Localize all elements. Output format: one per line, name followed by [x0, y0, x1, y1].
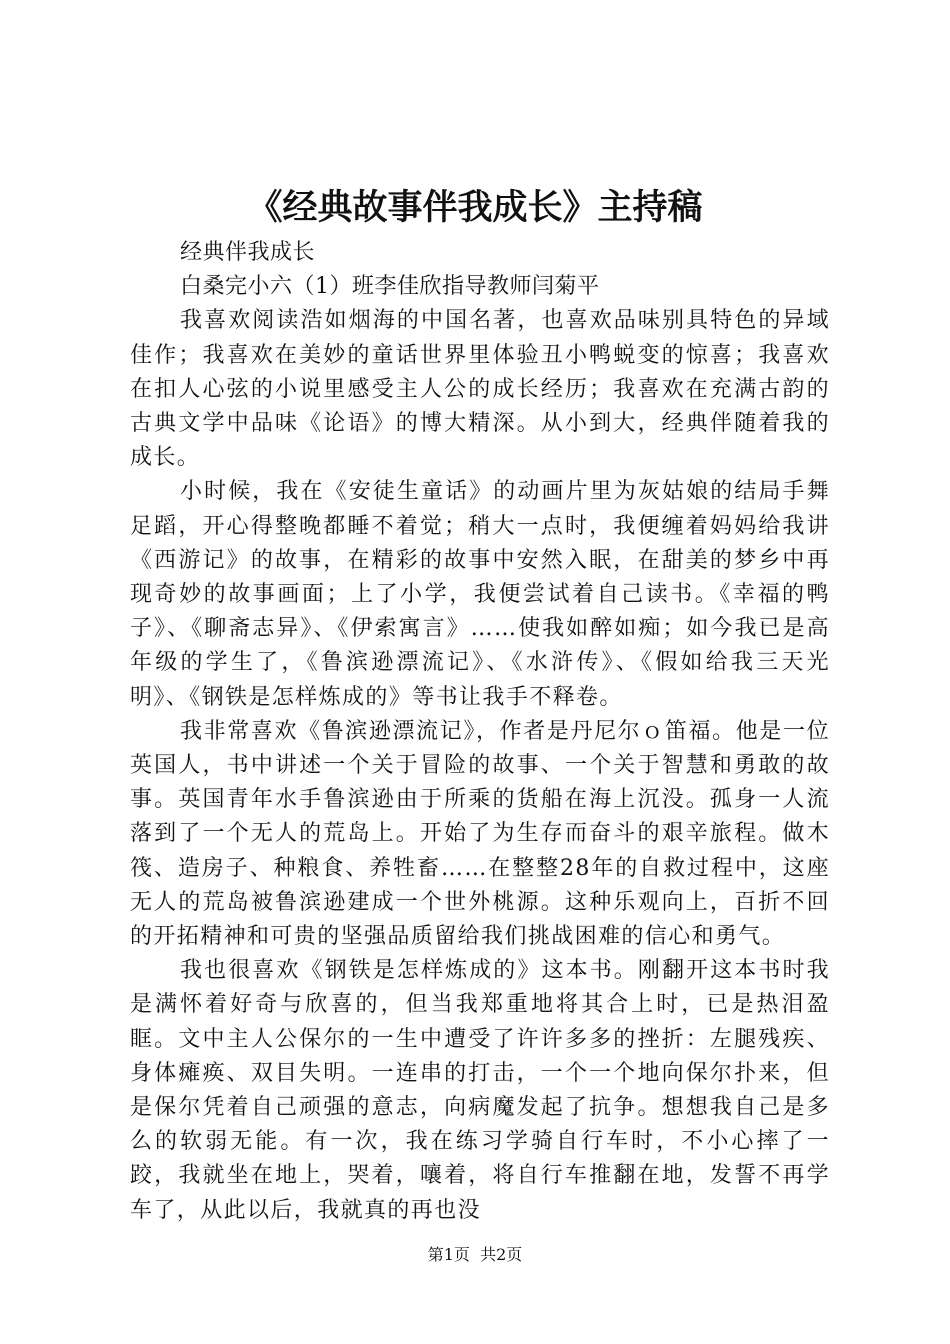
page-number-label: 第1页 共2页: [427, 1245, 523, 1264]
body-paragraph-2: 小时候，我在《安徒生童话》的动画片里为灰姑娘的结局手舞足蹈，开心得整晚都睡不着觉；稍大一点时，我便缠着妈妈给我讲《西游记》的故事，在精彩的故事中安然入眠，在甜美的梦乡中再现奇妙的故事画面；上了小学，我便尝试着自己读书。《幸福的鸭子》、《聊斋志异》、《伊索寓言》……使我如醉如痴；如今我已是高年级的学生了，《鲁滨逊漂流记》、《水浒传》、《假如给我三天光明》、《钢铁是怎样炼成的》等书让我手不释卷。: [130, 479, 830, 710]
page-footer: [0, 1244, 950, 1266]
body-paragraph-4: 我也很喜欢《钢铁是怎样炼成的》这本书。刚翻开这本书时我是满怀着好奇与欣喜的，但当我郑重地将其合上时，已是热泪盈眶。文中主人公保尔的一生中遭受了许许多多的挫折：左腿残疾、身体瘫痪、双目失明。一连串的打击，一个一个地向保尔扑来，但是保尔凭着自己顽强的意志，向病魔发起了抗争。想想我自己是多么的软弱无能。有一次，我在练习学骑自行车时，不小心摔了一跤，我就坐在地上，哭着，嚷着，将自行车推翻在地，发誓不再学车了，从此以后，我就真的再也没: [130, 958, 830, 1223]
body-paragraph-1: 我喜欢阅读浩如烟海的中国名著，也喜欢品味别具特色的异域佳作；我喜欢在美妙的童话世界里体验丑小鸭蜕变的惊喜；我喜欢在扣人心弦的小说里感受主人公的成长经历；我喜欢在充满古韵的古典文学中品味《论语》的博大精深。从小到大，经典伴随着我的成长。: [130, 308, 830, 471]
document-body: [130, 236, 830, 1228]
author-paragraph: 白桑完小六（1）班李佳欣指导教师闫菊平: [180, 274, 600, 300]
document-title: 《经典故事伴我成长》主持稿: [247, 187, 703, 228]
body-paragraph-3: 我非常喜欢《鲁滨逊漂流记》，作者是丹尼尔ｏ笛福。他是一位英国人，书中讲述一个关于冒险的故事、一个关于智慧和勇敢的故事。英国青年水手鲁滨逊由于所乘的货船在海上沉没。孤身一人流落到了一个无人的荒岛上。开始了为生存而奋斗的艰辛旅程。做木筏、造房子、种粮食、养牲畜……在整整28年的自救过程中，这座无人的荒岛被鲁滨逊建成一个世外桃源。这种乐观向上，百折不回的开拓精神和可贵的坚强品质留给我们挑战困难的信心和勇气。: [130, 718, 830, 950]
subtitle-paragraph: 经典伴我成长: [180, 240, 316, 265]
